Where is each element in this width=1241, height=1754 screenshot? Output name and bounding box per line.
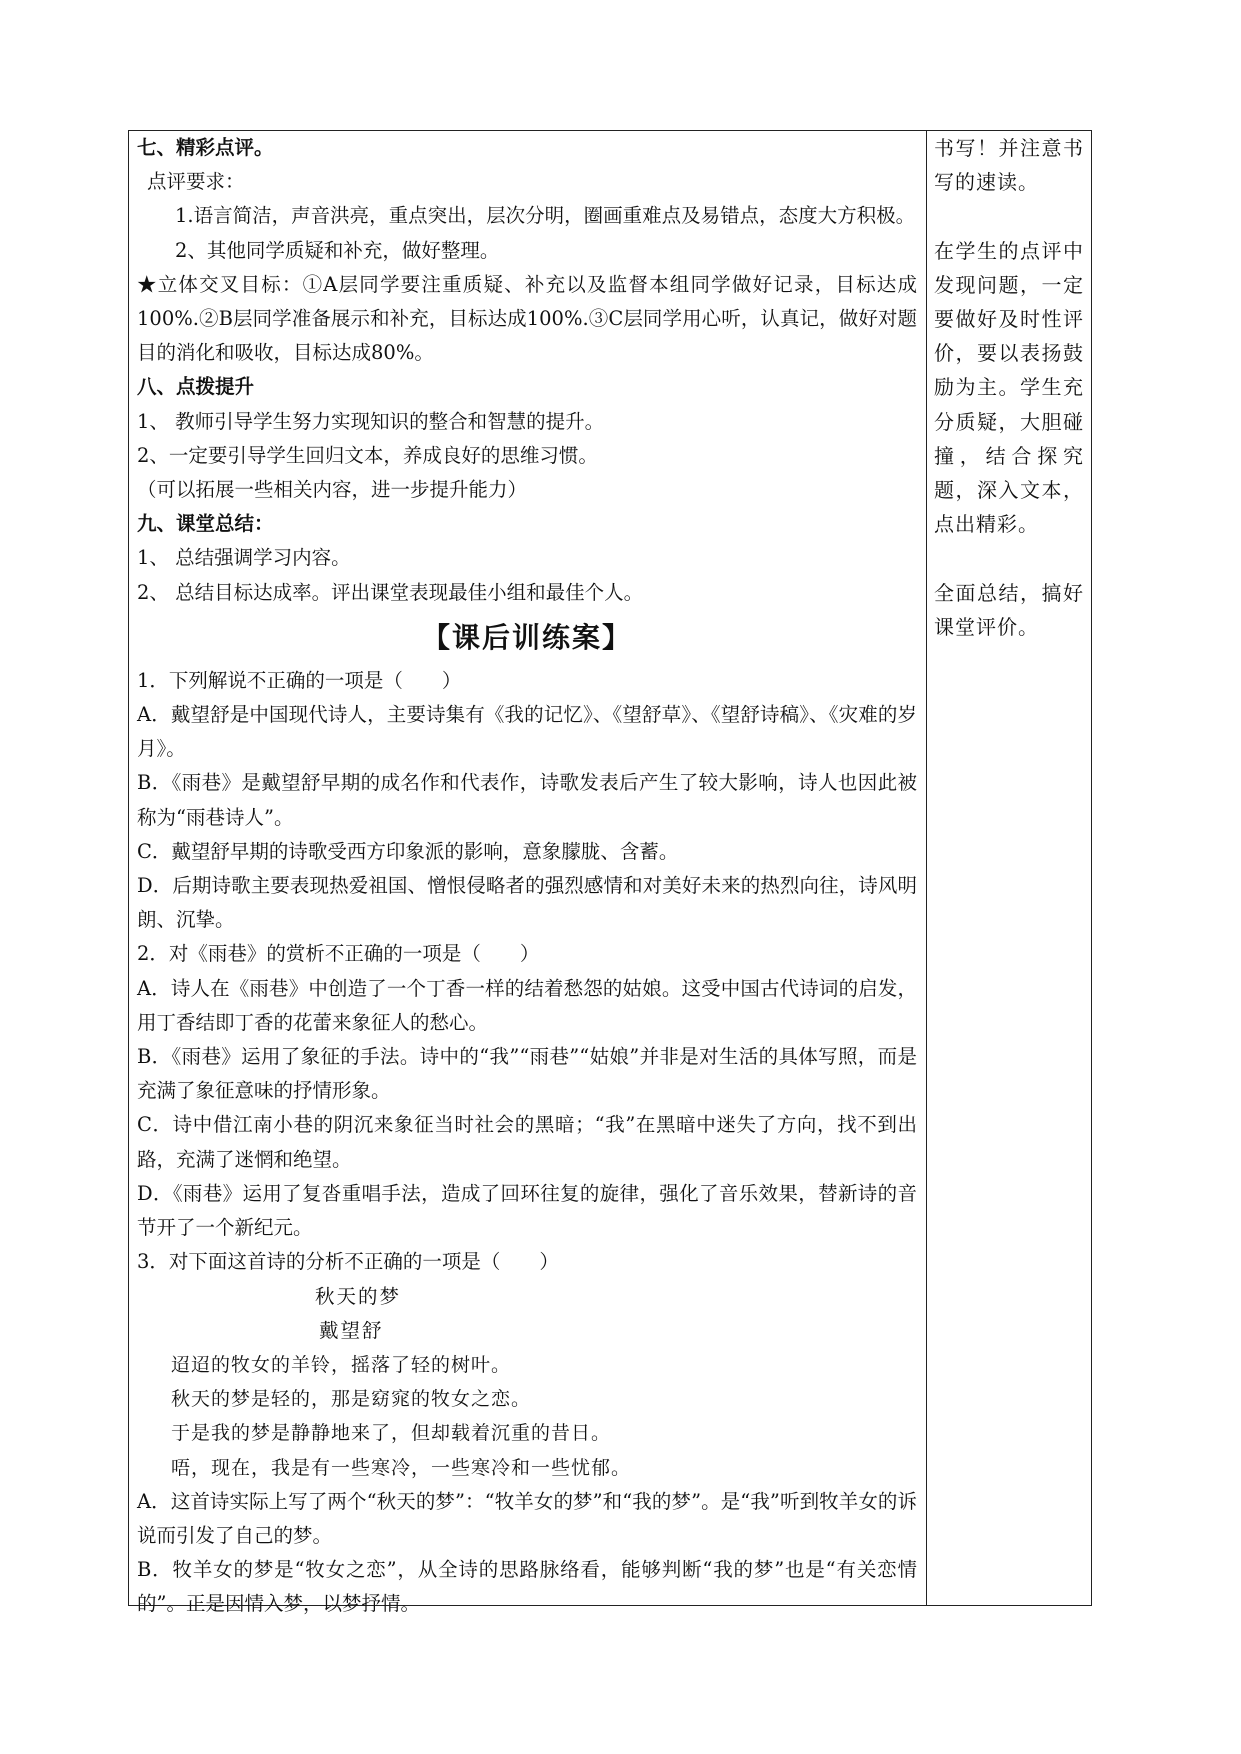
q1-stem: 1．下列解说不正确的一项是（ ）: [137, 668, 462, 692]
requirement-label: 点评要求：: [147, 170, 245, 194]
column-divider: [926, 131, 927, 1605]
poem-line: 秋天的梦是轻的，那是窈窕的牧女之恋。: [171, 1388, 532, 1411]
summary-item-2: 2、 总结目标达成率。评出课堂表现最佳小组和最佳个人。: [137, 580, 644, 604]
lesson-table: [128, 130, 1092, 1616]
main-column: [137, 131, 917, 1622]
requirement-1: 1.语言简洁，声音洪亮，重点突出，层次分明，圈画重难点及易错点，态度大方积极。: [175, 204, 916, 228]
enhance-note: （可以拓展一些相关内容，进一步提升能力）: [137, 478, 528, 502]
poem-line: 唔，现在，我是有一些寒冷，一些寒冷和一些忧郁。: [171, 1456, 632, 1479]
section-heading-summary: 九、课堂总结：: [137, 512, 274, 536]
q3-option-b: B．牧羊女的梦是“牧女之恋”，从全诗的思路脉络看，能够判断“我的梦”也是“有关恋情的”。正是因情入梦，以梦抒情。: [137, 1558, 917, 1616]
poem-title: 秋天的梦: [315, 1284, 402, 1308]
q2-option-b: B．《雨巷》运用了象征的手法。诗中的“我”“雨巷”“姑娘”并非是对生活的具体写照，而是充满了象征意味的抒情形象。: [137, 1045, 917, 1103]
q1-option-c: C．戴望舒早期的诗歌受西方印象派的影响，意象朦胧、含蓄。: [137, 839, 679, 863]
q3-stem: 3．对下面这首诗的分析不正确的一项是（ ）: [137, 1250, 559, 1274]
enhance-item-1: 1、 教师引导学生努力实现知识的整合和智慧的提升。: [137, 409, 605, 433]
q1-option-b: B．《雨巷》是戴望舒早期的成名作和代表作，诗歌发表后产生了较大影响，诗人也因此被称为“雨巷诗人”。: [137, 771, 917, 829]
q2-stem: 2．对《雨巷》的赏析不正确的一项是（ ）: [137, 942, 540, 966]
q2-option-a: A．诗人在《雨巷》中创造了一个丁香一样的结着愁怨的姑娘。这受中国古代诗词的启发，用丁香结即丁香的花蕾来象征人的愁心。: [137, 976, 917, 1034]
side-spacer: [934, 541, 1084, 575]
side-note-2: 在学生的点评中发现问题，一定要做好及时性评价，要以表扬鼓励为主。学生充分质疑，大胆碰撞，结合探究题，深入文本，点出精彩。: [934, 238, 1084, 537]
side-note-1: 书写！并注意书写的速读。: [934, 136, 1084, 195]
side-spacer: [934, 199, 1084, 233]
summary-item-1: 1、 总结强调学习内容。: [137, 546, 351, 570]
poem-line: 迢迢的牧女的羊铃，摇落了轻的树叶。: [171, 1353, 512, 1376]
homework-title: 【课后训练案】: [421, 620, 632, 654]
enhance-item-2: 2、一定要引导学生回归文本，养成良好的思维习惯。: [137, 443, 598, 467]
q2-option-c: C．诗中借江南小巷的阴沉来象征当时社会的黑暗；“我”在黑暗中迷失了方向，找不到出路，充满了迷惘和绝望。: [137, 1113, 917, 1171]
q1-option-a: A．戴望舒是中国现代诗人，主要诗集有《我的记忆》、《望舒草》、《望舒诗稿》、《灾难的岁月》。: [137, 703, 917, 761]
goal-text: ★立体交叉目标：①A层同学要注重质疑、补充以及监督本组同学做好记录，目标达成100%.②B层同学准备展示和补充，目标达成100%.③C层同学用心听，认真记，做好对题目的消化和吸收，目标达成80%。: [137, 272, 917, 365]
section-heading-review: 七、精彩点评。: [137, 136, 274, 159]
q2-option-d: D．《雨巷》运用了复沓重唱手法，造成了回环往复的旋律，强化了音乐效果，替新诗的音节开了一个新纪元。: [137, 1181, 917, 1240]
q3-option-a: A．这首诗实际上写了两个“秋天的梦”：“牧羊女的梦”和“我的梦”。是“我”听到牧羊女的诉说而引发了自己的梦。: [137, 1489, 917, 1547]
q1-option-d: D．后期诗歌主要表现热爱祖国、憎恨侵略者的强烈感情和对美好未来的热烈向往，诗风明朗、沉挚。: [137, 874, 917, 932]
side-note-3: 全面总结，搞好课堂评价。: [934, 580, 1084, 639]
section-heading-enhance: 八、点拨提升: [137, 375, 255, 399]
poem-author: 戴望舒: [319, 1318, 384, 1342]
poem-line: 于是我的梦是静静地来了，但却载着沉重的昔日。: [171, 1422, 612, 1445]
side-column: [934, 131, 1084, 644]
requirement-2: 2、其他同学质疑和补充，做好整理。: [175, 238, 500, 262]
